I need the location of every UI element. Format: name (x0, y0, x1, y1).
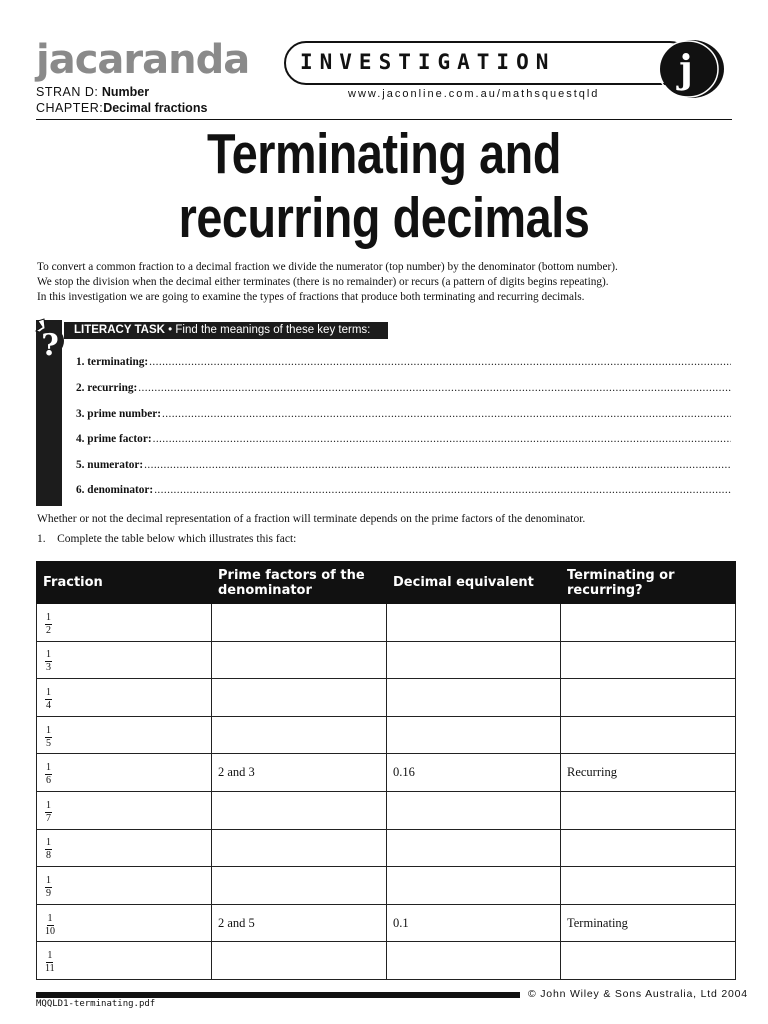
table-row (37, 604, 736, 642)
prime-factor-paragraph: Whether or not the decimal representation of a fraction will terminate depends on the prime factors of the denominator. (37, 513, 586, 525)
table-row (37, 641, 736, 679)
prime-factors-cell[interactable] (212, 716, 387, 754)
fraction (45, 650, 52, 673)
fraction-cell (37, 829, 212, 867)
numerator: 1 (46, 611, 51, 623)
type-cell[interactable] (561, 942, 736, 980)
denominator: 5 (46, 737, 51, 749)
term-recurring[interactable] (76, 382, 731, 398)
prime-factors-cell[interactable]: 2 and 3 (212, 754, 387, 792)
type-cell[interactable] (561, 867, 736, 905)
intro-line: In this investigation we are going to examine the types of fractions that produce both terminating and recurring decimals. (37, 291, 585, 303)
denominator: 3 (46, 662, 51, 674)
header-divider (36, 119, 732, 120)
j-badge-icon (652, 38, 726, 100)
answer-line[interactable] (154, 484, 731, 496)
numerator: 1 (46, 686, 51, 698)
numerator: 1 (46, 837, 51, 849)
numerator: 1 (46, 874, 51, 886)
term-label: 6. denominator: (76, 484, 154, 496)
numerator: 1 (47, 950, 53, 962)
fraction (45, 876, 52, 899)
svg-text:j: j (679, 46, 693, 91)
fraction-cell (37, 754, 212, 792)
svg-text:?: ? (41, 328, 59, 363)
decimal-cell[interactable] (387, 641, 561, 679)
denominator: 4 (46, 699, 51, 711)
title-line-2: recurring decimals (178, 186, 590, 250)
table-row (37, 754, 736, 792)
decimal-cell[interactable] (387, 942, 561, 980)
prime-factors-cell[interactable] (212, 942, 387, 980)
type-cell[interactable] (561, 829, 736, 867)
strand-value: Number (101, 85, 150, 99)
decimal-cell[interactable] (387, 604, 561, 642)
type-cell[interactable]: Terminating (561, 904, 736, 942)
denominator: 9 (46, 887, 51, 899)
denominator: 11 (45, 963, 55, 975)
fraction-cell (37, 791, 212, 829)
page-title (69, 122, 699, 250)
table-row (37, 679, 736, 717)
chapter-label: CHAPTER: (36, 101, 104, 115)
numerator: 1 (46, 799, 51, 811)
decimal-cell[interactable] (387, 867, 561, 905)
prime-factors-cell[interactable] (212, 791, 387, 829)
decimal-cell[interactable] (387, 679, 561, 717)
literacy-task-label: LITERACY TASK (74, 324, 165, 336)
numerator: 1 (47, 912, 53, 924)
header-decimal: Decimal equivalent (387, 562, 561, 604)
copyright: © John Wiley & Sons Australia, Ltd 2004 (528, 988, 748, 1000)
fraction (45, 914, 55, 937)
type-cell[interactable] (561, 679, 736, 717)
fraction (45, 688, 52, 711)
numerator: 1 (46, 724, 51, 736)
table-row (37, 867, 736, 905)
answer-line[interactable] (138, 382, 731, 394)
type-cell[interactable] (561, 716, 736, 754)
table-header-row (37, 562, 736, 604)
jacaranda-logo: jacaranda (36, 37, 250, 83)
chapter-value: Decimal fractions (103, 101, 208, 115)
fraction-cell (37, 942, 212, 980)
header-type: Terminating or recurring? (561, 562, 736, 604)
literacy-bullet: • (168, 324, 173, 336)
fraction-table (36, 561, 736, 980)
term-denominator[interactable] (76, 484, 731, 500)
intro-paragraph (37, 260, 737, 305)
term-prime-number[interactable] (76, 408, 731, 424)
term-label: 3. prime number: (76, 408, 162, 420)
prime-factors-cell[interactable] (212, 641, 387, 679)
fraction-cell (37, 641, 212, 679)
intro-line: To convert a common fraction to a decimal fraction we divide the numerator (top number) by the denominator (bottom number). (37, 261, 618, 273)
fraction-cell (37, 679, 212, 717)
header-fraction: Fraction (37, 562, 212, 604)
decimal-cell[interactable]: 0.1 (387, 904, 561, 942)
term-terminating[interactable] (76, 356, 731, 372)
prime-factors-cell[interactable] (212, 867, 387, 905)
prime-factors-cell[interactable] (212, 604, 387, 642)
strand-chapter-info (36, 84, 207, 116)
decimal-cell[interactable] (387, 716, 561, 754)
numerator: 1 (46, 762, 51, 774)
fraction-cell (37, 716, 212, 754)
answer-line[interactable] (162, 408, 731, 420)
fraction-cell (37, 867, 212, 905)
website-url[interactable]: www.jaconline.com.au/mathsquestqld (348, 88, 600, 100)
table-row (37, 904, 736, 942)
fraction-cell (37, 604, 212, 642)
literacy-instruction: Find the meanings of these key terms: (175, 324, 371, 336)
answer-line[interactable] (153, 433, 731, 445)
term-prime-factor[interactable] (76, 433, 731, 449)
type-cell[interactable] (561, 641, 736, 679)
fraction (45, 613, 52, 636)
header-prime-factors: Prime factors of the denominator (212, 562, 387, 604)
term-label: 2. recurring: (76, 382, 138, 394)
fraction (45, 801, 52, 824)
investigation-label: INVESTIGATION (300, 50, 556, 74)
type-cell[interactable] (561, 791, 736, 829)
fraction (45, 838, 52, 861)
footer-bar (36, 992, 520, 998)
strand-label: STRAN D: (36, 85, 99, 99)
decimal-cell[interactable] (387, 791, 561, 829)
fraction (45, 763, 52, 786)
question-1: 1. Complete the table below which illustrates this fact: (37, 533, 297, 545)
decimal-cell[interactable] (387, 829, 561, 867)
table-row (37, 791, 736, 829)
type-cell[interactable] (561, 604, 736, 642)
file-name: MQQLD1-terminating.pdf (36, 999, 156, 1009)
term-numerator[interactable] (76, 459, 731, 475)
fraction-cell (37, 904, 212, 942)
answer-line[interactable] (144, 459, 731, 471)
fraction (45, 726, 52, 749)
literacy-task-bar (64, 322, 388, 339)
term-label: 1. terminating: (76, 356, 149, 368)
numerator: 1 (46, 649, 51, 661)
prime-factors-cell[interactable]: 2 and 5 (212, 904, 387, 942)
denominator: 10 (45, 925, 55, 937)
table-row (37, 942, 736, 980)
table-row (37, 716, 736, 754)
term-label: 5. numerator: (76, 459, 144, 471)
fraction (45, 951, 55, 974)
answer-line[interactable] (149, 356, 731, 368)
denominator: 8 (46, 850, 51, 862)
type-cell[interactable]: Recurring (561, 754, 736, 792)
denominator: 7 (46, 812, 51, 824)
decimal-cell[interactable]: 0.16 (387, 754, 561, 792)
table-row (37, 829, 736, 867)
term-label: 4. prime factor: (76, 433, 152, 445)
intro-line: We stop the division when the decimal either terminates (there is no remainder) or recurs (a pattern of digits begins repeating). (37, 276, 609, 288)
denominator: 2 (46, 624, 51, 636)
denominator: 6 (46, 775, 51, 787)
prime-factors-cell[interactable] (212, 829, 387, 867)
prime-factors-cell[interactable] (212, 679, 387, 717)
title-line-1: Terminating and (207, 122, 561, 186)
